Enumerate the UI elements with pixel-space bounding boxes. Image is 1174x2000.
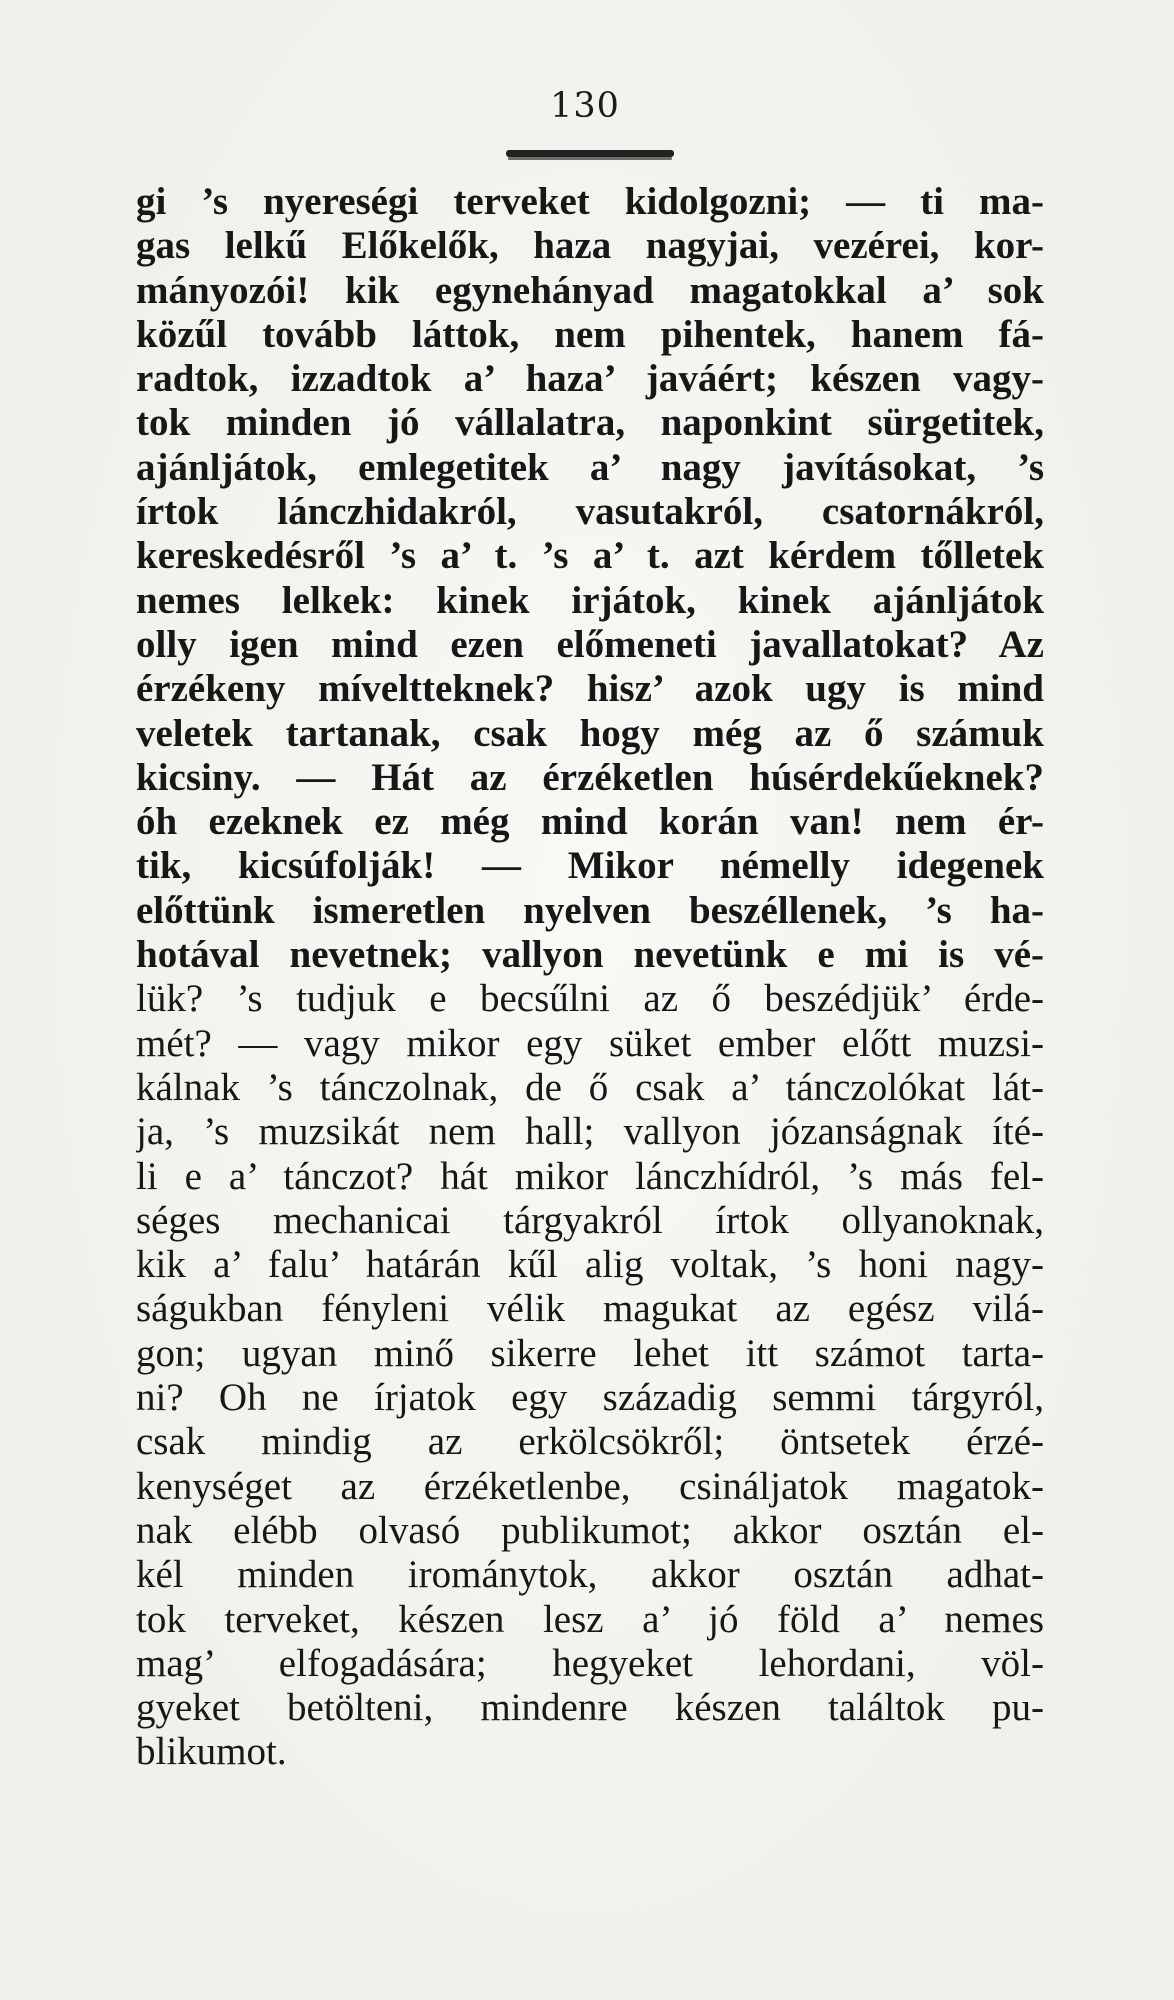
text-line: írtok lánczhidakról, vasutakról, csatornákról,: [136, 490, 1044, 534]
page-number: 130: [550, 86, 620, 126]
text-line: kél minden irománytok, akkor osztán adhat-: [136, 1553, 1044, 1597]
text-line: óh ezeknek ez még mind korán van! nem ér-: [136, 800, 1044, 844]
text-line: blikumot.: [136, 1730, 287, 1774]
text-line: séges mechanicai tárgyakról írtok ollyanoknak,: [136, 1198, 1044, 1242]
text-line: mag’ elfogadására; hegyeket lehordani, völ-: [136, 1641, 1044, 1685]
text-line: közűl tovább láttok, nem pihentek, hanem fá-: [136, 312, 1044, 356]
text-line: kereskedésről ’s a’ t. ’s a’ t. azt kérdem tőlletek: [136, 534, 1044, 578]
text-line: hotával nevetnek; vallyon nevetünk e mi is vé-: [136, 933, 1044, 977]
text-line: ságukban fényleni vélik magukat az egész vilá-: [136, 1287, 1044, 1331]
text-line: ni? Oh ne írjatok egy századig semmi tárgyról,: [136, 1376, 1044, 1420]
text-line: veletek tartanak, csak hogy még az ő számuk: [136, 711, 1044, 755]
text-line: ja, ’s muzsikát nem hall; vallyon józanságnak íté-: [136, 1110, 1044, 1154]
text-line: gi ’s nyereségi terveket kidolgozni; — ti ma-: [136, 180, 1044, 223]
text-line: nak elébb olvasó publikumot; akkor osztán el-: [136, 1508, 1044, 1552]
text-line: tok minden jó vállalatra, naponkint sürgetitek,: [136, 401, 1044, 445]
text-line: gas lelkű Előkelők, haza nagyjai, vezérei, kor-: [136, 224, 1044, 268]
text-line: előttünk ismeretlen nyelven beszéllenek, ’s ha-: [136, 888, 1044, 932]
text-line: tok terveket, készen lesz a’ jó föld a’ nemes: [136, 1597, 1044, 1641]
text-line: kik a’ falu’ határán kűl alig voltak, ’s honi nagy-: [136, 1243, 1044, 1287]
text-line: gyeket betölteni, mindenre készen találtok pu-: [136, 1686, 1044, 1730]
text-line: érzékeny míveltteknek? hisz’ azok ugy is mind: [136, 667, 1044, 711]
text-line: gon; ugyan minő sikerre lehet itt számot tarta-: [136, 1331, 1044, 1375]
text-line: mét? — vagy mikor egy süket ember előtt muzsi-: [136, 1021, 1044, 1065]
text-line: nemes lelkek: kinek irjátok, kinek ajánljátok: [136, 578, 1044, 622]
text-line: kicsiny. — Hát az érzéketlen húsérdekűeknek?: [136, 755, 1044, 799]
text-line: mányozói! kik egynehányad magatokkal a’ sok: [136, 268, 1044, 312]
text-line: radtok, izzadtok a’ haza’ javáért; készen vagy-: [136, 357, 1044, 401]
text-line: tik, kicsúfolják! — Mikor némelly idegenek: [136, 844, 1044, 888]
text-line: li e a’ tánczot? hát mikor lánczhídról, ’s más fel-: [136, 1154, 1044, 1198]
text-line: lük? ’s tudjuk e becsűlni az ő beszédjük’ érde-: [136, 977, 1044, 1021]
text-line: olly igen mind ezen előmeneti javallatokat? Az: [136, 622, 1044, 666]
header-rule: [506, 150, 674, 157]
text-line: csak mindig az erkölcsökről; öntsetek érzé-: [136, 1420, 1044, 1464]
text-line: kálnak ’s tánczolnak, de ő csak a’ tánczolókat lát-: [136, 1065, 1044, 1109]
text-line: kenységet az érzéketlenbe, csináljatok magatok-: [136, 1464, 1044, 1508]
text-line: ajánljátok, emlegetitek a’ nagy javításokat, ’s: [136, 445, 1044, 489]
body-text: [136, 180, 1044, 1775]
